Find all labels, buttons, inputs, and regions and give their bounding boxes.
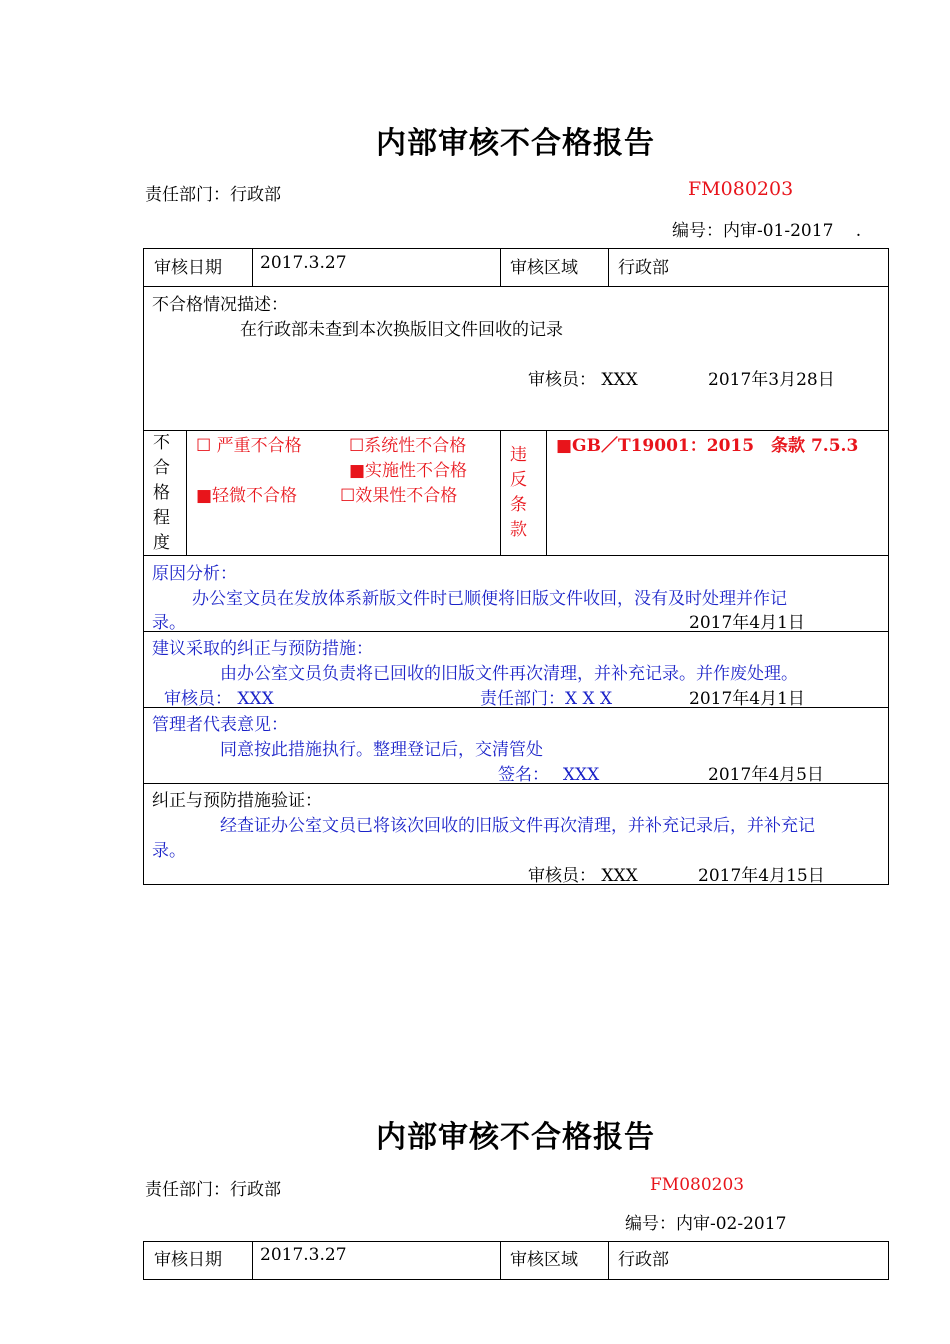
verification-date: 2017年4月15日 xyxy=(698,866,825,886)
cause-text-line2: 录。 xyxy=(152,613,186,633)
report1-verification-row xyxy=(144,784,888,884)
audit-date-value: 2017.3.27 xyxy=(260,1245,347,1265)
report1-title: 内部审核不合格报告 xyxy=(376,126,655,161)
report2-serial: 编号：内审-02-2017 xyxy=(625,1214,787,1234)
report1-table xyxy=(143,248,889,885)
cause-label: 原因分析： xyxy=(152,564,237,584)
audit-date-value: 2017.3.27 xyxy=(260,253,347,273)
option-effectiveness: ☐效果性不合格 xyxy=(340,486,458,506)
management-label: 管理者代表意见： xyxy=(152,715,288,735)
management-text: 同意按此措施执行。整理登记后，交清管处 xyxy=(220,740,543,760)
option-implementation: ■实施性不合格 xyxy=(349,461,468,481)
report2-title: 内部审核不合格报告 xyxy=(376,1120,655,1155)
option-serious: ☐ 严重不合格 xyxy=(196,436,302,456)
option-minor: ■轻微不合格 xyxy=(196,486,298,506)
report1-form-code: FM080203 xyxy=(688,178,794,200)
report2-dept: 责任部门：行政部 xyxy=(145,1180,281,1200)
action-date: 2017年4月1日 xyxy=(689,689,805,709)
action-auditor: 审核员： XXX xyxy=(164,689,274,709)
description-label: 不合格情况描述： xyxy=(152,295,288,315)
description-auditor: 审核员： XXX xyxy=(528,370,638,390)
report1-serial: 编号：内审-01-2017 . xyxy=(672,221,862,241)
report2-table xyxy=(143,1241,889,1280)
report1-cause-row xyxy=(144,556,888,632)
option-systemic: ☐系统性不合格 xyxy=(349,436,467,456)
verification-text-line2: 录。 xyxy=(152,841,186,861)
report1-degree-row xyxy=(144,431,888,556)
action-dept: 责任部门：X X X xyxy=(480,689,613,709)
audit-date-label: 审核日期 xyxy=(154,1250,222,1270)
management-date: 2017年4月5日 xyxy=(708,765,824,785)
audit-area-value: 行政部 xyxy=(618,258,669,278)
description-date: 2017年3月28日 xyxy=(708,370,835,390)
audit-date-label: 审核日期 xyxy=(154,258,222,278)
action-text: 由办公室文员负责将已回收的旧版文件再次清理，并补充记录。并作废处理。 xyxy=(220,664,798,684)
verification-auditor: 审核员： XXX xyxy=(528,866,638,886)
management-signature: 签名： XXX xyxy=(498,765,600,785)
cause-text-line1: 办公室文员在发放体系新版文件时已顺便将旧版文件收回，没有及时处理并作记 xyxy=(192,589,787,609)
report1-dept: 责任部门：行政部 xyxy=(145,185,281,205)
description-text: 在行政部未查到本次换版旧文件回收的记录 xyxy=(240,320,563,340)
report1-action-row xyxy=(144,632,888,708)
audit-area-label: 审核区域 xyxy=(510,258,578,278)
verification-label: 纠正与预防措施验证： xyxy=(152,791,322,811)
violated-clause-value: ■GB／T19001：2015 条款 7.5.3 xyxy=(556,436,859,456)
report1-description-row xyxy=(144,287,888,431)
report2-form-code: FM080203 xyxy=(650,1175,745,1195)
action-label: 建议采取的纠正与预防措施： xyxy=(152,639,373,659)
degree-label: 不 合 格 程 度 xyxy=(153,433,170,553)
report2-header-row xyxy=(144,1242,888,1279)
violated-clause-label: 违 反 条 款 xyxy=(510,445,527,540)
audit-area-label: 审核区域 xyxy=(510,1250,578,1270)
cause-date: 2017年4月1日 xyxy=(689,613,805,633)
verification-text-line1: 经查证办公室文员已将该次回收的旧版文件再次清理，并补充记录后，并补充记 xyxy=(220,816,815,836)
report1-management-row xyxy=(144,708,888,784)
report1-header-row xyxy=(144,249,888,287)
audit-area-value: 行政部 xyxy=(618,1250,669,1270)
